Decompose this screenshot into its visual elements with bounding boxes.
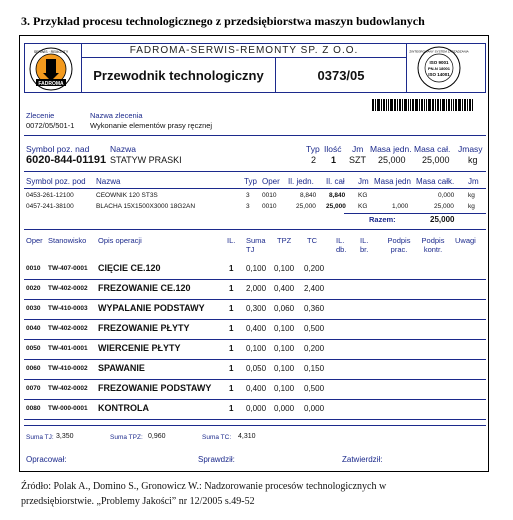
material-qty-unit: 8,840 <box>300 192 317 199</box>
material-mass-unit: kg <box>468 203 475 210</box>
divider <box>24 425 486 426</box>
material-total-mass: 0,000 <box>438 192 455 199</box>
material-name: BLACHA 15X1500X3000 18G2AN <box>96 203 196 210</box>
product-unit-label: Jm <box>352 144 364 154</box>
sum-tj-value: 3,350 <box>56 433 74 440</box>
table-row: 0030 TW-410-0003 WYPALANIE PODSTAWY 1 0,300 0,060 0,360 <box>24 300 486 320</box>
barcode <box>372 99 484 111</box>
cert-line: ISO 9001 <box>429 60 449 65</box>
material-oper: 0010 <box>262 203 277 210</box>
op-col-uwagi: Uwagi <box>455 236 476 245</box>
product-qty: 1 <box>331 155 337 165</box>
document-header <box>24 43 486 93</box>
op-col-il-br: IL. br. <box>360 236 369 254</box>
product-total-mass-label: Masa cał. <box>414 144 451 154</box>
material-symbol: 0457-241-38100 <box>26 203 74 210</box>
material-mass-unit-label: Jm <box>468 177 479 186</box>
logo-ring-text: SERWIS · REMONTY <box>33 50 69 54</box>
order-name-label: Nazwa zlecenia <box>90 111 143 120</box>
material-name-label: Nazwa <box>96 177 121 186</box>
product-symbol: 6020-844-01191 <box>26 154 107 166</box>
product-total-mass: 25,000 <box>422 155 450 165</box>
table-row: 0020 TW-402-0002 FREZOWANIE CE.120 1 2,000 0,400 2,400 <box>24 280 486 300</box>
product-type: 2 <box>311 155 317 165</box>
op-col-tc: TC <box>307 236 317 245</box>
material-unit-mass-label: Masa jedn <box>374 177 411 186</box>
table-row: 0080 TW-000-0001 KONTROLA 1 0,000 0,000 0,000 <box>24 400 486 420</box>
page-heading: 3. Przykład procesu technologicznego z przedsiębiorstwa maszyn budowlanych <box>21 14 425 28</box>
material-qty-total: 25,000 <box>326 203 346 210</box>
cert-line: ISO 14001 <box>428 72 450 77</box>
table-row: 0010 TW-407-0001 CIĘCIE CE.120 1 0,100 0,100 0,200 <box>24 260 486 280</box>
fadroma-logo-icon <box>29 47 73 91</box>
divider <box>24 135 486 136</box>
material-unit-label: Jm <box>358 177 369 186</box>
order-number: 0072/05/501-1 <box>26 121 75 130</box>
product-mass-unit: kg <box>468 155 478 165</box>
table-row: 0070 TW-402-0002 FREZOWANIE PODSTAWY 1 0,400 0,100 0,500 <box>24 380 486 400</box>
product-mass-unit-label: Jmasy <box>458 144 483 154</box>
order-name: Wykonanie elementów prasy ręcznej <box>90 121 213 130</box>
op-col-podpis-prac: Podpis prac. <box>387 236 411 254</box>
table-row: 0040 TW-402-0002 FREZOWANIE PŁYTY 1 0,400 0,100 0,500 <box>24 320 486 340</box>
material-qty-total-label: Il. cał <box>326 177 345 186</box>
signature-approved: Zatwierdził: <box>342 455 383 464</box>
material-unit: KG <box>358 203 368 210</box>
material-type: 3 <box>246 203 250 210</box>
op-col-suma-tj: Suma TJ <box>246 236 266 254</box>
logo-text: FADROMA <box>38 81 64 87</box>
sum-tj-label: Suma TJ: <box>26 434 54 441</box>
sum-tc-label: Suma TC: <box>202 434 232 441</box>
op-col-oper: Oper <box>26 236 43 245</box>
material-type: 3 <box>246 192 250 199</box>
material-symbol-label: Symbol poz. pod <box>26 177 86 186</box>
source-citation <box>21 479 491 509</box>
cert-line: PN-N 18001 <box>427 66 451 71</box>
product-unit-mass-label: Masa jedn. <box>370 144 412 154</box>
material-type-label: Typ <box>244 177 257 186</box>
divider <box>344 213 486 214</box>
divider <box>24 188 486 189</box>
material-oper: 0010 <box>262 192 277 199</box>
material-oper-label: Oper <box>262 177 280 186</box>
material-symbol: 0453-261-12100 <box>26 192 74 199</box>
product-qty-label: Ilość <box>324 144 342 154</box>
material-qty-unit-label: Il. jedn. <box>288 177 314 186</box>
op-col-il-db: IL. db. <box>336 236 347 254</box>
product-unit-mass: 25,000 <box>378 155 406 165</box>
divider <box>24 229 486 230</box>
op-col-tpz: TPZ <box>277 236 292 245</box>
material-mass-unit: kg <box>468 192 475 199</box>
order-label: Zlecenie <box>26 111 55 120</box>
signature-prepared: Opracował: <box>26 455 67 464</box>
op-col-podpis-kontr: Podpis kontr. <box>421 236 445 254</box>
product-unit: SZT <box>349 155 366 165</box>
op-col-station: Stanowisko <box>48 236 87 245</box>
signature-checked: Sprawdził: <box>198 455 235 464</box>
sum-tpz-label: Suma TPZ: <box>110 434 143 441</box>
certification-seal-icon <box>409 46 469 90</box>
company-name: FADROMA-SERWIS-REMONTY SP. Z O.O. <box>81 44 407 58</box>
total-value: 25,000 <box>430 215 455 224</box>
source-line: Źródło: Polak A., Domino S., Gronowicz W.: Nadzorowanie procesów technologicznych w <box>21 481 387 492</box>
material-unit: KG <box>358 192 368 199</box>
source-line: przedsiębiorstwie. „Problemy Jakości” nr 12/2005 s.49-52 <box>21 496 255 507</box>
material-unit-mass: 1,000 <box>392 203 409 210</box>
material-total-mass-label: Masa całk. <box>416 177 455 186</box>
total-label: Razem: <box>369 215 396 224</box>
cert-ring-text: ZINTEGROWANY SYSTEM ZARZĄDZANIA <box>409 49 469 54</box>
product-symbol-label: Symbol poz. nad <box>26 144 90 154</box>
product-type-label: Typ <box>306 144 320 154</box>
document-name: Przewodnik technologiczny <box>81 58 275 93</box>
material-qty-unit: 25,000 <box>296 203 316 210</box>
product-name-label: Nazwa <box>110 144 136 154</box>
divider <box>24 171 486 172</box>
table-row: 0050 TW-401-0001 WIERCENIE PŁYTY 1 0,100 0,100 0,200 <box>24 340 486 360</box>
material-total-mass: 25,000 <box>434 203 454 210</box>
sum-tpz-value: 0,960 <box>148 433 166 440</box>
table-row: 0060 TW-410-0002 SPAWANIE 1 0,050 0,100 0,150 <box>24 360 486 380</box>
op-col-desc: Opis operacji <box>98 236 142 245</box>
technological-guide <box>24 43 486 468</box>
material-name: CEOWNIK 120 ST3S <box>96 192 158 199</box>
sum-tc-value: 4,310 <box>238 433 256 440</box>
op-col-il: IL. <box>227 236 236 245</box>
material-qty-total: 8,840 <box>329 192 346 199</box>
product-name: STATYW PRASKI <box>110 155 182 165</box>
document-number: 0373/05 <box>275 58 407 93</box>
